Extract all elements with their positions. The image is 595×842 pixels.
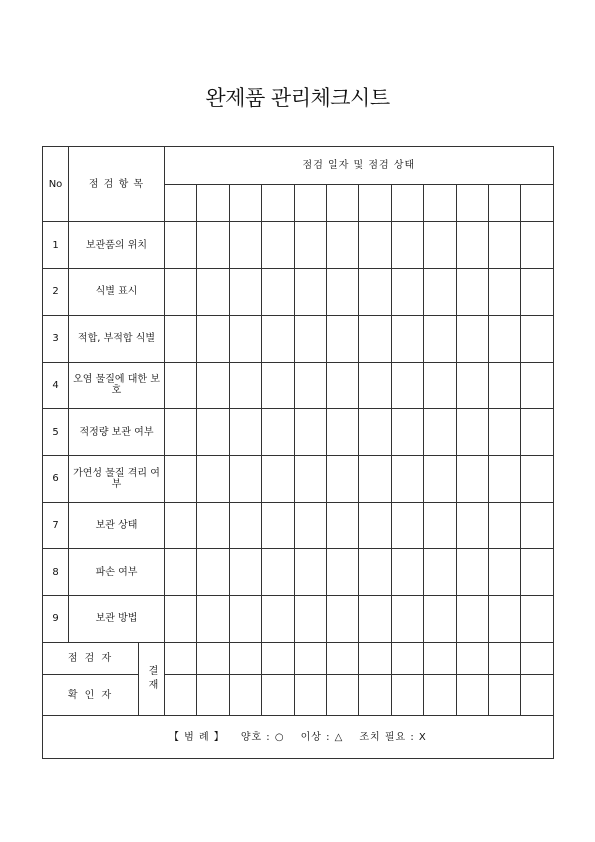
check-cell[interactable]	[165, 222, 197, 269]
check-cell[interactable]	[197, 409, 229, 456]
check-cell[interactable]	[391, 455, 423, 502]
date-cell[interactable]	[456, 184, 488, 222]
check-cell[interactable]	[262, 362, 294, 409]
signature-cell[interactable]	[294, 675, 326, 716]
check-cell[interactable]	[456, 549, 488, 596]
signature-cell[interactable]	[165, 675, 197, 716]
legend-label: 【 범 례 】	[168, 731, 225, 743]
legend-good: 양호 : ○	[240, 731, 285, 743]
legend	[43, 716, 554, 759]
check-cell[interactable]	[488, 362, 520, 409]
check-cell[interactable]	[294, 549, 326, 596]
check-cell[interactable]	[262, 502, 294, 549]
check-cell[interactable]	[294, 455, 326, 502]
check-cell[interactable]	[294, 502, 326, 549]
item-number: 2	[43, 269, 69, 316]
check-cell[interactable]	[359, 269, 391, 316]
check-cell[interactable]	[262, 549, 294, 596]
item-number: 7	[43, 502, 69, 549]
check-cell[interactable]	[197, 502, 229, 549]
signature-cell[interactable]	[262, 642, 294, 675]
check-cell[interactable]	[488, 409, 520, 456]
check-cell[interactable]	[294, 362, 326, 409]
date-cell[interactable]	[197, 184, 229, 222]
check-cell[interactable]	[488, 595, 520, 642]
check-cell[interactable]	[326, 502, 358, 549]
check-cell[interactable]	[424, 269, 456, 316]
check-cell[interactable]	[165, 595, 197, 642]
table-row	[43, 315, 554, 362]
signature-cell[interactable]	[456, 642, 488, 675]
check-cell[interactable]	[359, 502, 391, 549]
check-cell[interactable]	[359, 315, 391, 362]
date-cell[interactable]	[391, 184, 423, 222]
item-number: 3	[43, 315, 69, 362]
check-cell[interactable]	[456, 222, 488, 269]
check-cell[interactable]	[326, 549, 358, 596]
check-cell[interactable]	[229, 269, 261, 316]
check-cell[interactable]	[262, 595, 294, 642]
check-cell[interactable]	[359, 409, 391, 456]
check-cell[interactable]	[456, 502, 488, 549]
check-cell[interactable]	[391, 595, 423, 642]
check-cell[interactable]	[359, 222, 391, 269]
signature-cell[interactable]	[326, 675, 358, 716]
item-label: 적정량 보관 여부	[69, 409, 165, 456]
check-cell[interactable]	[488, 549, 520, 596]
check-cell[interactable]	[391, 409, 423, 456]
signature-cell[interactable]	[456, 675, 488, 716]
check-cell[interactable]	[326, 595, 358, 642]
signature-cell[interactable]	[326, 642, 358, 675]
item-number: 5	[43, 409, 69, 456]
check-cell[interactable]	[521, 269, 553, 316]
check-cell[interactable]	[424, 222, 456, 269]
item-number: 4	[43, 362, 69, 409]
check-cell[interactable]	[165, 362, 197, 409]
check-cell[interactable]	[521, 222, 553, 269]
item-label: 적합, 부적합 식별	[69, 315, 165, 362]
check-cell[interactable]	[165, 315, 197, 362]
item-number: 6	[43, 455, 69, 502]
legend-action: 조치 필요 : X	[359, 731, 427, 743]
date-cell[interactable]	[359, 184, 391, 222]
check-cell[interactable]	[424, 362, 456, 409]
check-cell[interactable]	[262, 269, 294, 316]
item-number: 9	[43, 595, 69, 642]
table-row	[43, 455, 554, 502]
check-sheet-table	[42, 146, 554, 759]
check-cell[interactable]	[521, 315, 553, 362]
date-cell[interactable]	[262, 184, 294, 222]
signature-cell[interactable]	[229, 642, 261, 675]
check-cell[interactable]	[359, 362, 391, 409]
confirmer-label: 확 인 자	[43, 675, 139, 716]
check-cell[interactable]	[521, 362, 553, 409]
check-cell[interactable]	[229, 315, 261, 362]
signature-cell[interactable]	[391, 642, 423, 675]
check-cell[interactable]	[424, 549, 456, 596]
check-cell[interactable]	[521, 455, 553, 502]
check-cell[interactable]	[488, 455, 520, 502]
check-cell[interactable]	[229, 595, 261, 642]
check-cell[interactable]	[165, 502, 197, 549]
check-cell[interactable]	[391, 502, 423, 549]
check-cell[interactable]	[197, 595, 229, 642]
check-cell[interactable]	[456, 315, 488, 362]
check-cell[interactable]	[456, 362, 488, 409]
check-cell[interactable]	[165, 549, 197, 596]
item-label: 보관품의 위치	[69, 222, 165, 269]
date-cell[interactable]	[521, 184, 553, 222]
check-cell[interactable]	[391, 549, 423, 596]
date-cell[interactable]	[229, 184, 261, 222]
legend-abnormal: 이상 : △	[300, 731, 344, 743]
signature-cell[interactable]	[197, 642, 229, 675]
check-cell[interactable]	[521, 595, 553, 642]
check-cell[interactable]	[424, 595, 456, 642]
check-cell[interactable]	[326, 409, 358, 456]
header-item: 점 검 항 목	[69, 147, 165, 222]
check-cell[interactable]	[456, 455, 488, 502]
check-cell[interactable]	[326, 362, 358, 409]
signature-cell[interactable]	[229, 675, 261, 716]
check-cell[interactable]	[521, 549, 553, 596]
check-cell[interactable]	[229, 409, 261, 456]
check-cell[interactable]	[359, 455, 391, 502]
check-cell[interactable]	[391, 269, 423, 316]
table-row	[43, 409, 554, 456]
check-cell[interactable]	[197, 362, 229, 409]
check-cell[interactable]	[424, 502, 456, 549]
header-no: No	[43, 147, 69, 222]
date-cell[interactable]	[424, 184, 456, 222]
signature-cell[interactable]	[521, 642, 553, 675]
check-cell[interactable]	[197, 549, 229, 596]
check-cell[interactable]	[262, 315, 294, 362]
item-label: 가연성 물질 격리 여부	[69, 455, 165, 502]
table-row	[43, 502, 554, 549]
check-cell[interactable]	[262, 222, 294, 269]
check-cell[interactable]	[391, 315, 423, 362]
item-label: 식별 표시	[69, 269, 165, 316]
check-cell[interactable]	[521, 409, 553, 456]
table-row	[43, 222, 554, 269]
signature-cell[interactable]	[359, 642, 391, 675]
check-cell[interactable]	[294, 409, 326, 456]
check-cell[interactable]	[424, 409, 456, 456]
table-row	[43, 595, 554, 642]
item-number: 8	[43, 549, 69, 596]
page-title: 완제품 관리체크시트	[205, 86, 390, 110]
check-cell[interactable]	[229, 502, 261, 549]
signature-cell[interactable]	[488, 642, 520, 675]
item-label: 파손 여부	[69, 549, 165, 596]
check-cell[interactable]	[391, 222, 423, 269]
check-cell[interactable]	[488, 502, 520, 549]
check-cell[interactable]	[229, 222, 261, 269]
signature-cell[interactable]	[165, 642, 197, 675]
signature-cell[interactable]	[391, 675, 423, 716]
check-cell[interactable]	[294, 222, 326, 269]
signature-cell[interactable]	[488, 675, 520, 716]
check-cell[interactable]	[359, 549, 391, 596]
check-cell[interactable]	[294, 595, 326, 642]
check-cell[interactable]	[197, 315, 229, 362]
signature-cell[interactable]	[424, 675, 456, 716]
check-cell[interactable]	[197, 222, 229, 269]
check-cell[interactable]	[488, 222, 520, 269]
check-cell[interactable]	[262, 455, 294, 502]
check-cell[interactable]	[165, 269, 197, 316]
check-cell[interactable]	[424, 315, 456, 362]
check-cell[interactable]	[165, 455, 197, 502]
check-cell[interactable]	[359, 595, 391, 642]
date-cell[interactable]	[326, 184, 358, 222]
check-cell[interactable]	[488, 315, 520, 362]
check-cell[interactable]	[456, 595, 488, 642]
legend-row	[43, 716, 554, 759]
signature-cell[interactable]	[521, 675, 553, 716]
inspector-label: 점 검 자	[43, 642, 139, 675]
date-cell[interactable]	[488, 184, 520, 222]
check-cell[interactable]	[326, 222, 358, 269]
check-cell[interactable]	[262, 409, 294, 456]
check-cell[interactable]	[391, 362, 423, 409]
approval-label: 결재	[139, 642, 165, 715]
check-cell[interactable]	[229, 455, 261, 502]
check-cell[interactable]	[165, 409, 197, 456]
signature-cell[interactable]	[359, 675, 391, 716]
date-cell[interactable]	[294, 184, 326, 222]
date-cell[interactable]	[165, 184, 197, 222]
check-cell[interactable]	[197, 455, 229, 502]
item-number: 1	[43, 222, 69, 269]
check-cell[interactable]	[326, 315, 358, 362]
check-cell[interactable]	[326, 455, 358, 502]
table-row	[43, 362, 554, 409]
signature-cell[interactable]	[424, 642, 456, 675]
check-cell[interactable]	[424, 455, 456, 502]
signature-row-inspector	[43, 642, 554, 675]
item-label: 보관 방법	[69, 595, 165, 642]
item-label: 보관 상태	[69, 502, 165, 549]
check-cell[interactable]	[326, 269, 358, 316]
check-cell[interactable]	[456, 269, 488, 316]
item-label: 오염 물질에 대한 보호	[69, 362, 165, 409]
signature-cell[interactable]	[262, 675, 294, 716]
signature-row-confirmer	[43, 675, 554, 716]
check-cell[interactable]	[488, 269, 520, 316]
signature-cell[interactable]	[197, 675, 229, 716]
signature-cell[interactable]	[294, 642, 326, 675]
table-row	[43, 549, 554, 596]
check-cell[interactable]	[521, 502, 553, 549]
check-cell[interactable]	[229, 362, 261, 409]
header-date-status: 점검 일자 및 점검 상태	[165, 147, 554, 185]
check-cell[interactable]	[456, 409, 488, 456]
check-cell[interactable]	[294, 315, 326, 362]
check-cell[interactable]	[229, 549, 261, 596]
check-cell[interactable]	[197, 269, 229, 316]
table-row	[43, 269, 554, 316]
check-cell[interactable]	[294, 269, 326, 316]
